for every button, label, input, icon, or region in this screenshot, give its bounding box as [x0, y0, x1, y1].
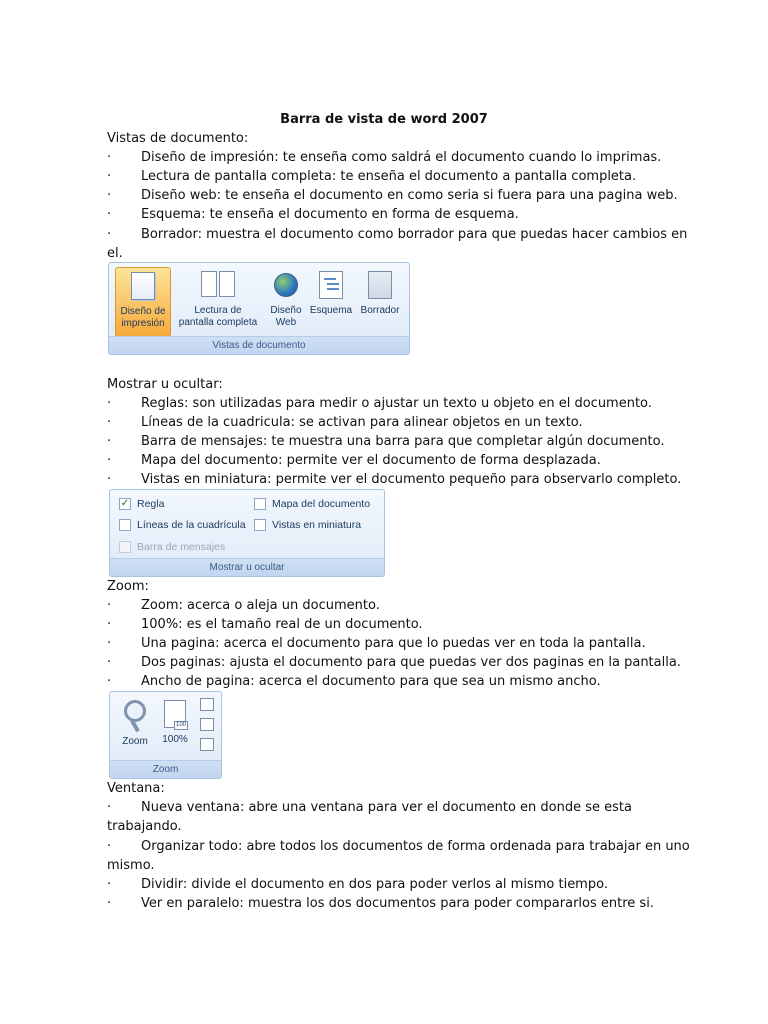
bullet: ·	[107, 674, 112, 689]
zoom-100-button[interactable]	[156, 694, 194, 745]
bullet: ·	[107, 169, 112, 184]
list-item: Vistas en miniatura: permite ver el documento pequeño para observarlo completo.	[141, 472, 682, 487]
checkbox-label: Mapa del documento	[272, 498, 371, 510]
book-icon	[172, 271, 264, 299]
checkbox-box[interactable]	[254, 519, 266, 531]
button-label: Zoom	[122, 736, 148, 747]
checkbox-box[interactable]	[119, 519, 131, 531]
list-item: Líneas de la cuadricula: se activan para alinear objetos en un texto.	[141, 415, 583, 430]
button-label: impresión	[121, 318, 165, 329]
bullet: ·	[107, 839, 112, 854]
globe-icon	[274, 273, 298, 297]
ribbon-mostrar-ocultar	[109, 489, 385, 577]
list-item: Dividir: divide el documento en dos para poder verlos al mismo tiempo.	[141, 877, 608, 892]
checkbox-label: Líneas de la cuadrícula	[137, 519, 246, 531]
magnifier-icon	[124, 700, 146, 722]
section-heading-zoom: Zoom:	[107, 579, 149, 594]
page-width-icon[interactable]	[200, 738, 214, 751]
message-bar-checkbox	[119, 541, 225, 553]
button-label: 100%	[162, 734, 188, 745]
list-item: Mapa del documento: permite ver el documento de forma desplazada.	[141, 453, 601, 468]
list-item: Organizar todo: abre todos los documentos de forma ordenada para trabajar en uno	[141, 839, 690, 854]
bullet: ·	[107, 636, 112, 651]
checkbox-label: Vistas en miniatura	[272, 519, 362, 531]
list-item: Diseño de impresión: te enseña como saldrá el documento cuando lo imprimas.	[141, 150, 662, 165]
bullet: ·	[107, 207, 112, 222]
bullet: ·	[107, 472, 112, 487]
section-heading-ventana: Ventana:	[107, 781, 165, 796]
web-layout-button[interactable]	[265, 267, 307, 335]
section-heading-vistas: Vistas de documento:	[107, 131, 249, 146]
checkbox-box[interactable]	[254, 498, 266, 510]
bullet: ·	[107, 598, 112, 613]
list-item: Dos paginas: ajusta el documento para que puedas ver dos paginas en la pantalla.	[141, 655, 681, 670]
print-layout-icon	[131, 272, 155, 300]
page-title: Barra de vista de word 2007	[280, 112, 488, 127]
list-item: Lectura de pantalla completa: te enseña el documento a pantalla completa.	[141, 169, 637, 184]
outline-icon	[319, 271, 343, 299]
ribbon-group-label: Zoom	[110, 760, 221, 778]
ribbon-zoom	[109, 691, 222, 779]
section-heading-mostrar: Mostrar u ocultar:	[107, 377, 223, 392]
button-label: pantalla completa	[178, 317, 258, 328]
button-label: Lectura de	[194, 305, 242, 316]
zoom-button[interactable]	[116, 694, 154, 747]
bullet: ·	[107, 896, 112, 911]
draft-icon	[368, 271, 392, 299]
list-item: Ver en paralelo: muestra los dos documentos para poder compararlos entre si.	[141, 896, 654, 911]
list-item: Barra de mensajes: te muestra una barra para que completar algún documento.	[141, 434, 665, 449]
document-map-checkbox[interactable]	[254, 498, 370, 510]
list-item: Una pagina: acerca el documento para que lo puedas ver en toda la pantalla.	[141, 636, 646, 651]
list-item: Diseño web: te enseña el documento en como seria si fuera para una pagina web.	[141, 188, 678, 203]
print-layout-button[interactable]	[115, 267, 171, 337]
full-screen-reading-button[interactable]	[172, 267, 264, 335]
list-item: Ancho de pagina: acerca el documento para que sea un mismo ancho.	[141, 674, 601, 689]
page-100-icon: 100	[164, 700, 186, 728]
list-item-wrap: trabajando.	[107, 819, 182, 834]
checkbox-label: Barra de mensajes	[137, 541, 226, 553]
bullet: ·	[107, 415, 112, 430]
ribbon-vistas-documento	[108, 262, 410, 355]
two-pages-icon[interactable]	[200, 718, 214, 731]
button-label: Diseño	[270, 305, 302, 316]
outline-button[interactable]	[307, 267, 355, 335]
bullet: ·	[107, 800, 112, 815]
bullet: ·	[107, 655, 112, 670]
one-page-icon[interactable]	[200, 698, 214, 711]
checkbox-label: Regla	[137, 498, 165, 510]
bullet: ·	[107, 617, 112, 632]
ribbon-group-label: Mostrar u ocultar	[110, 558, 384, 576]
button-label: Web	[275, 317, 297, 328]
list-item: Zoom: acerca o aleja un documento.	[141, 598, 380, 613]
bullet: ·	[107, 396, 112, 411]
list-item-wrap: mismo.	[107, 858, 155, 873]
bullet: ·	[107, 877, 112, 892]
bullet: ·	[107, 434, 112, 449]
ruler-checkbox[interactable]	[119, 498, 164, 510]
bullet: ·	[107, 227, 112, 242]
draft-button[interactable]	[355, 267, 405, 335]
list-item: Borrador: muestra el documento como borrador para que puedas hacer cambios en	[141, 227, 688, 242]
list-item: Esquema: te enseña el documento en forma de esquema.	[141, 207, 519, 222]
gridlines-checkbox[interactable]	[119, 519, 246, 531]
checkbox-box	[119, 541, 131, 553]
checkbox-checked[interactable]: ✓	[120, 498, 130, 509]
list-item: 100%: es el tamaño real de un documento.	[141, 617, 423, 632]
list-item: Reglas: son utilizadas para medir o ajustar un texto u objeto en el documento.	[141, 396, 652, 411]
bullet: ·	[107, 150, 112, 165]
thumbnails-checkbox[interactable]	[254, 519, 361, 531]
list-item-wrap: el.	[107, 246, 123, 261]
ribbon-group-label: Vistas de documento	[109, 336, 409, 354]
bullet: ·	[107, 453, 112, 468]
bullet: ·	[107, 188, 112, 203]
button-label: Diseño de	[120, 306, 166, 317]
button-label: Esquema	[309, 305, 353, 316]
list-item: Nueva ventana: abre una ventana para ver el documento en donde se esta	[141, 800, 632, 815]
button-label: Borrador	[360, 305, 400, 316]
